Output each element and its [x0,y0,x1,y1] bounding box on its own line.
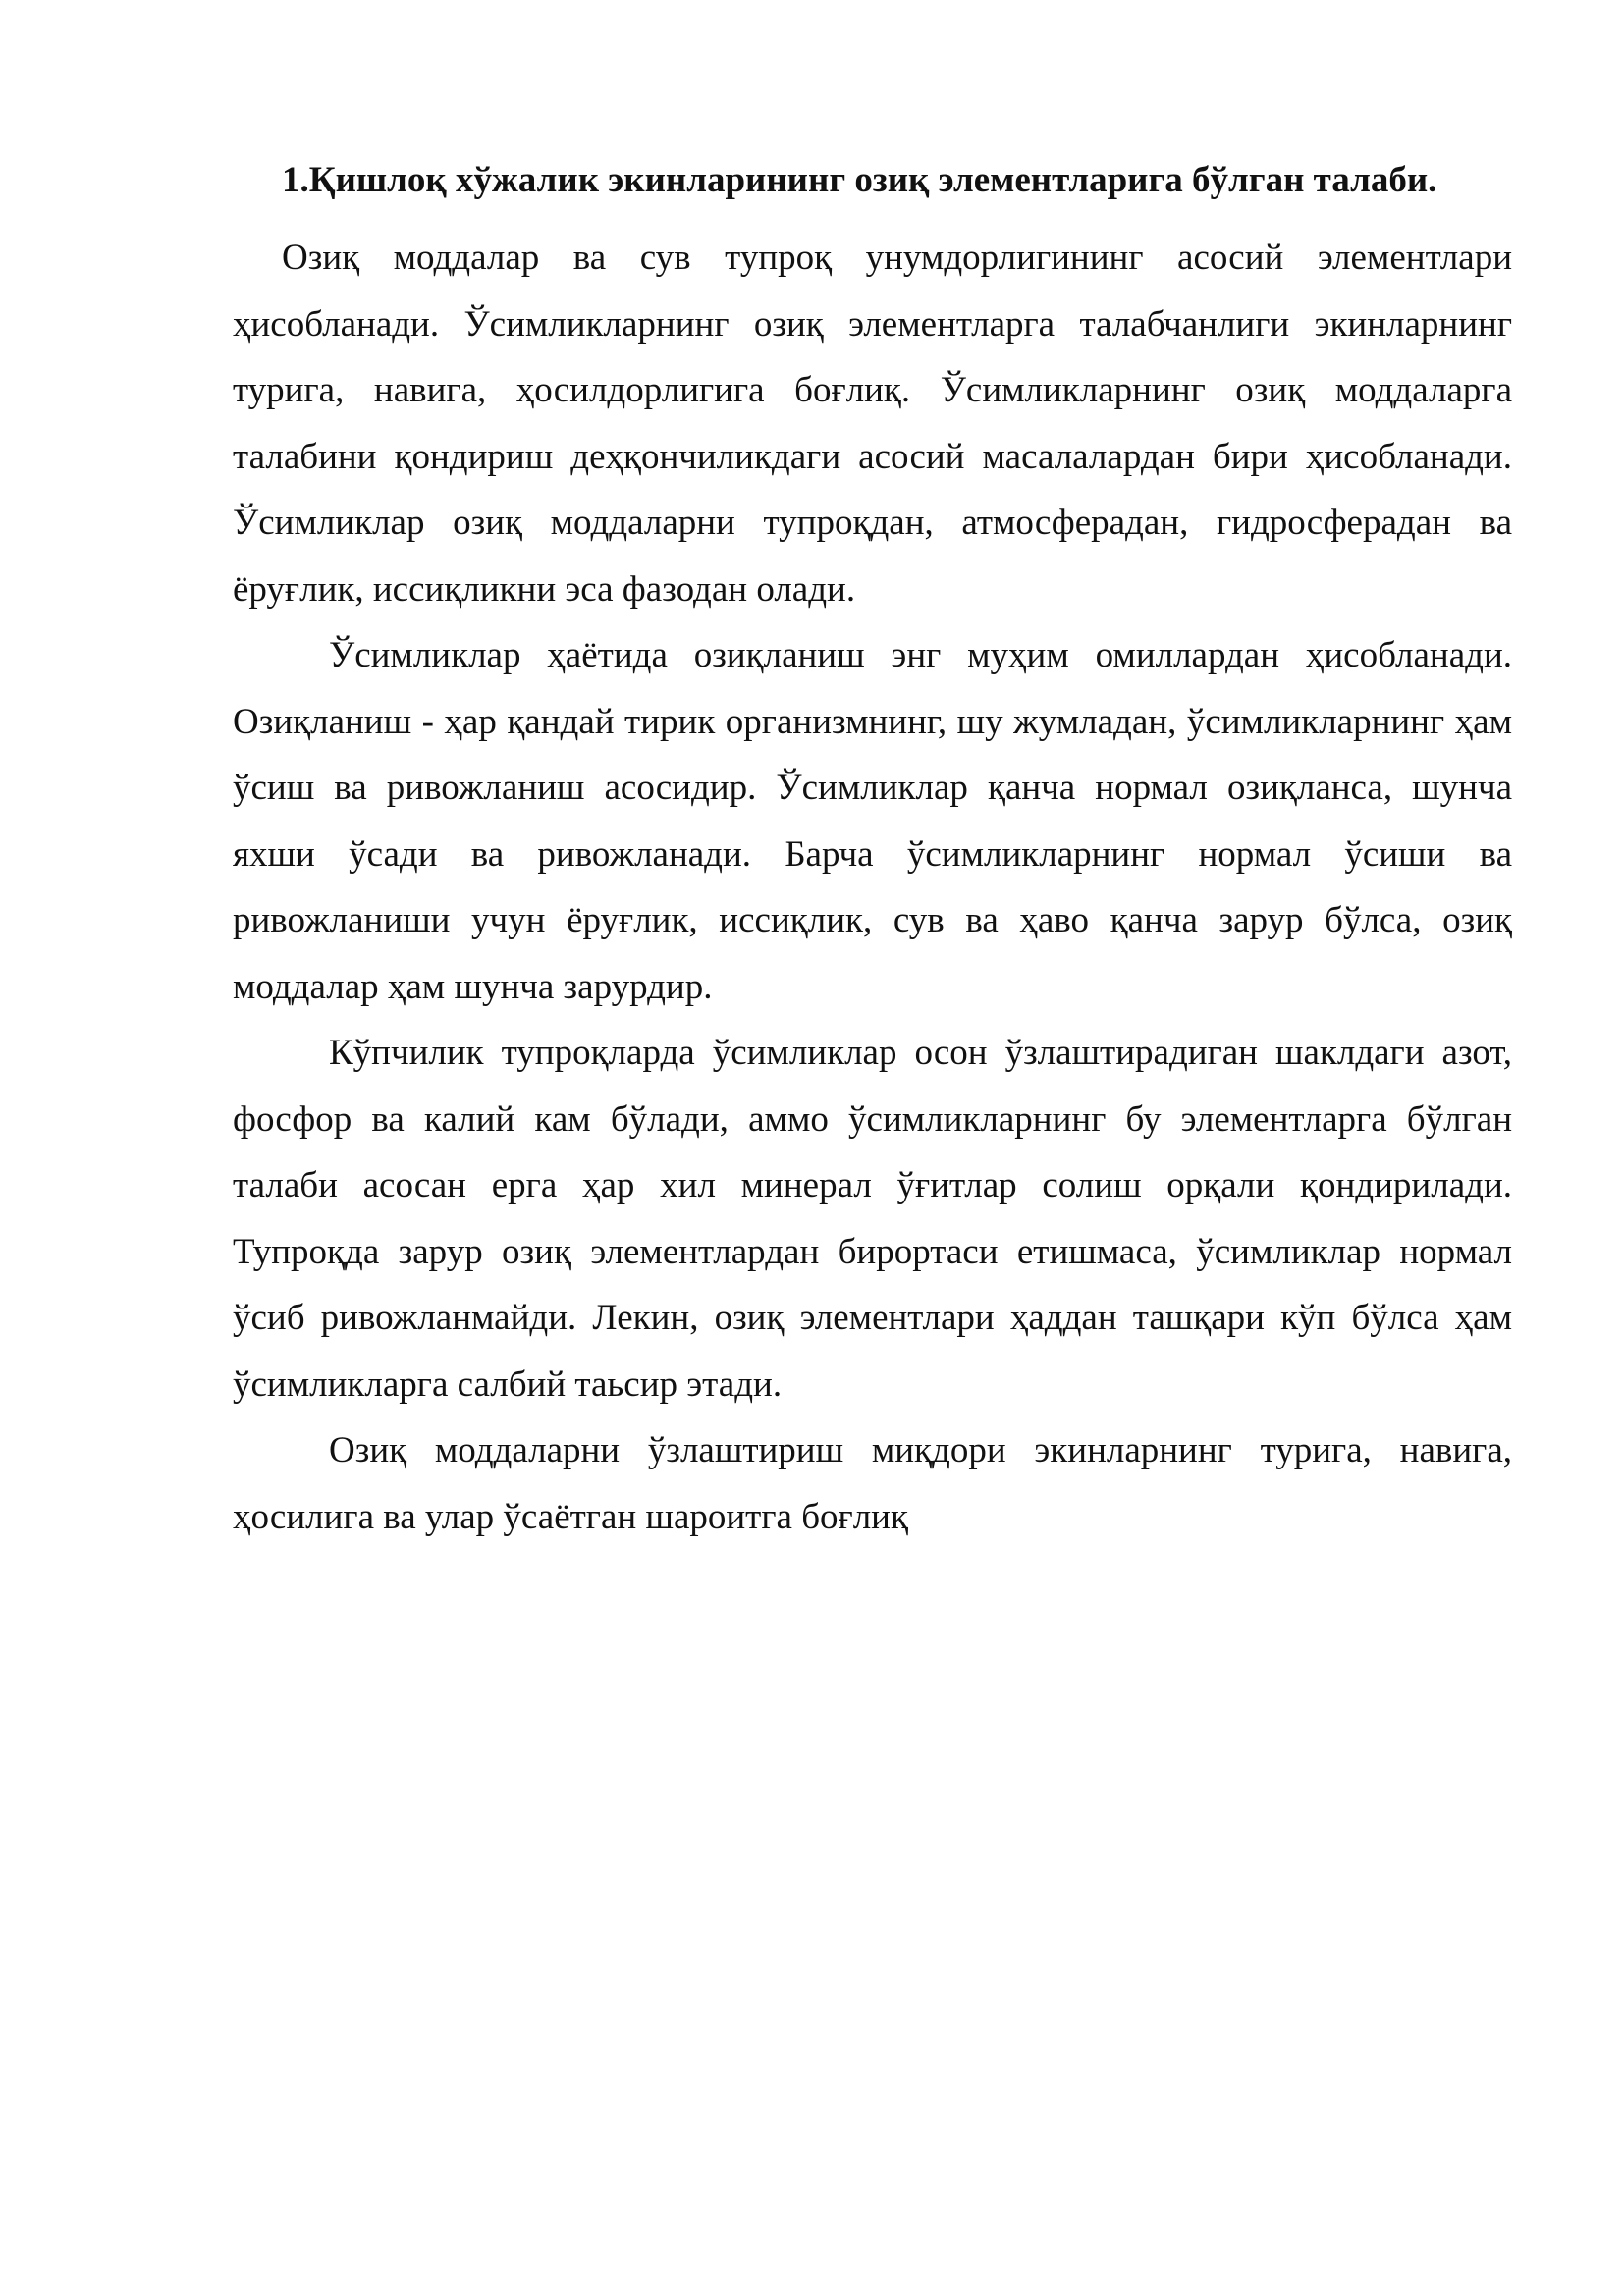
paragraph-nutrient-uptake: Озиқ моддаларни ўзлаштириш миқдори экинларнинг турига, навига, ҳосилига ва улар ўсаётган шароитга боғлиқ [233,1430,1512,1537]
document-body [233,147,1512,1550]
section-heading: 1.Қишлоқ хўжалик экинларининг озиқ элементларига бўлган талаби. [282,160,1437,200]
paragraph-soil-fertilizers: Кўпчилик тупроқларда ўсимликлар осон ўзлаштирадиган шаклдаги азот, фосфор ва калий кам бўлади, аммо ўсимликларнинг бу элементларга бўлган талаби асосан ерга ҳар хил минерал ўғитлар солиш орқали қондирилади. Тупроқда зарур озиқ элементлардан бирортаси етишмаса, ўсимликлар нормал ўсиб ривожланмайди. Лекин, озиқ элементлари ҳаддан ташқари кўп бўлса ҳам ўсимликларга салбий таьсир этади. [233,1033,1512,1405]
paragraph-nutrition-importance: Ўсимликлар ҳаётида озиқланиш энг муҳим омиллардан ҳисобланади. Озиқланиш - ҳар қандай тирик организмнинг, шу жумладан, ўсимликларнинг ҳам ўсиш ва ривожланиш асосидир. Ўсимликлар қанча нормал озиқланса, шунча яхши ўсади ва ривожланади. Барча ўсимликларнинг нормал ўсиши ва ривожланиши учун ёруғлик, иссиқлик, сув ва ҳаво қанча зарур бўлса, озиқ моддалар ҳам шунча зарурдир. [233,635,1512,1007]
paragraph-nutrients-intro: Озиқ моддалар ва сув тупроқ унумдорлигининг асосий элементлари ҳисобланади. Ўсимликларнинг озиқ элементларга талабчанлиги экинларнинг турига, навига, ҳосилдорлигига боғлиқ. Ўсимликларнинг озиқ моддаларга талабини қондириш деҳқончиликдаги асосий масалалардан бири ҳисобланади. Ўсимликлар озиқ моддаларни тупроқдан, атмосферадан, гидросферадан ва ёруғлик, иссиқликни эса фазодан олади. [233,238,1512,610]
